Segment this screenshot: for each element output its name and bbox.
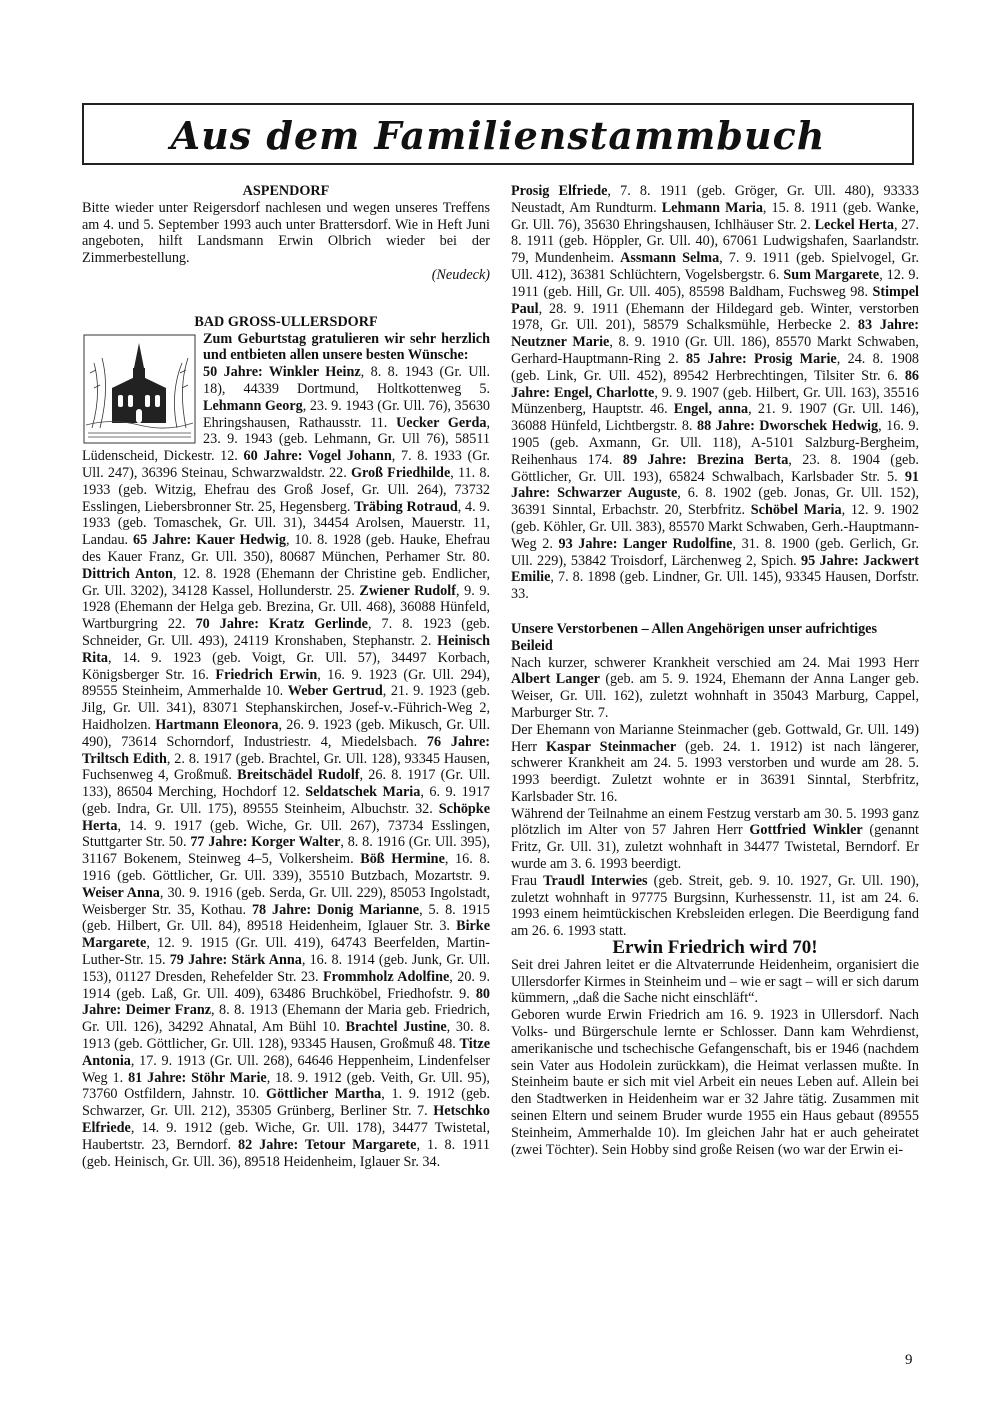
entry-details: , 5. 8. 1915 (geb. Hilbert, Gr. Ull. 84), 89518 Heidenheim, Iglauer Str. 3.: [82, 901, 490, 935]
entry-details: , 10. 8. 1928 (geb. Hauke, Ehefrau des Kauer Franz, Gr. Ull. 350), 80687 München, Perhamer Str. 80.: [82, 532, 490, 565]
entry-details: , 27. 8. 1911 (geb. Höppler, Gr. Ull. 40), 67061 Ludwigshafen, Saarlandstr. 79, Mundenheim.: [511, 216, 920, 267]
entry-details: , 4. 9. 1933 (geb. Tomaschek, Gr. Ull. 31), 34454 Arolsen, Mauerstr. 11, Landau.: [82, 498, 491, 549]
entry-details: , 20. 9. 1914 (geb. Laß, Gr. Ull. 409), 63486 Bruchköbel, Friedhofstr. 9.: [82, 968, 491, 1002]
person-name: 93 Jahre: Langer Rudolfine: [558, 535, 733, 552]
entry-details: Der Ehemann von Marianne Steinmacher (geb. Gottwald, Gr. Ull. 149) Herr: [511, 721, 919, 755]
person-name: Lehmann Georg: [203, 397, 303, 414]
ullersdorf-heading: BAD GROSS-ULLERSDORF: [194, 313, 378, 330]
person-name: 77 Jahre: Korger Walter: [190, 834, 341, 851]
person-name: 50 Jahre: Winkler Heinz: [203, 364, 361, 381]
person-name: Hartmann Eleonora: [155, 716, 279, 733]
church-illustration: [82, 333, 197, 445]
entry-details: , 12. 9. 1915 (Gr. Ull. 419), 64743 Beerfelden, Martin-Luther-Str. 15.: [82, 935, 490, 969]
person-name: 82 Jahre: Tetour Margarete: [238, 1136, 417, 1153]
person-name: Träbing Rotraud: [354, 498, 458, 515]
person-name: Böß Hermine: [360, 851, 445, 868]
person-name: 78 Jahre: Donig Marianne: [251, 901, 420, 918]
entry-details: , 9. 9. 1928 (Ehemann der Helga geb. Brezina, Gr. Ull. 468), 36088 Hünfeld, Wartburgring 22.: [82, 582, 490, 633]
entry-details: , 14. 9. 1912 (geb. Wiche, Gr. Ull. 178), 34477 Twistetal, Haubertstr. 23, Berndorf.: [82, 1120, 490, 1153]
entry-details: , 12. 9. 1911 (geb. Hill, Gr. Ull. 405), 85598 Baldham, Fuchsweg 98.: [511, 266, 919, 300]
person-name: Gottfried Winkler: [749, 822, 863, 839]
entry-details: , 2. 8. 1917 (geb. Brachtel, Gr. Ull. 128), 93345 Hausen, Fuchsenweg 4, Großmuß.: [82, 750, 490, 784]
person-name: Frommholz Adolfine: [322, 968, 450, 985]
page-number: 9: [905, 1352, 913, 1368]
person-name: Schöpke Herta: [82, 800, 490, 834]
person-name: Engel, anna: [673, 401, 749, 418]
person-name: Brachtel Justine: [345, 1019, 447, 1036]
entry-details: , 7. 8. 1911 (geb. Gröger, Gr. Ull. 480), 93333 Neustadt, Am Rundturm.: [511, 183, 919, 216]
entry-details: , 26. 9. 1923 (geb. Mikusch, Gr. Ull. 490), 73614 Schorndorf, Industriestr. 4, Miedelsbach.: [82, 716, 491, 750]
person-name: Zwiener Rudolf: [359, 582, 456, 599]
person-name: 79 Jahre: Stärk Anna: [169, 952, 302, 969]
person-name: Stimpel Paul: [511, 283, 919, 317]
entry-details: , 1. 9. 1912 (geb. Schwarzer, Gr. Ull. 212), 35305 Grünberg, Berliner Str. 7.: [82, 1086, 490, 1120]
person-name: 76 Jahre: Triltsch Edith: [82, 733, 490, 767]
deceased-entry: [511, 655, 919, 722]
aspendorf-signature: (Neudeck): [431, 266, 490, 283]
person-name: 83 Jahre: Neutzner Marie: [511, 317, 920, 351]
entry-details: Während der Teilnahme an einem Festzug verstarb am 30. 5. 1993 ganz plötzlich im Alter von 57 Jahren Herr: [511, 805, 919, 839]
person-name: Seldatschek Maria: [305, 784, 421, 801]
erwin-paragraph: Seit drei Jahren leitet er die Altvaterrunde Heidenheim, organisiert die Ullersdorfer Kirmes in Steinheim und – wie er sagt – will er sich darum kümmern, „daß die Sache nicht einschläft“.: [511, 956, 919, 1007]
entry-details: , 7. 8. 1933 (Gr. Ull. 247), 36396 Steinau, Schwarzwaldstr. 22.: [82, 448, 490, 481]
entry-details: , 16. 8. 1916 (geb. Göttlicher, Gr. Ull. 339), 35510 Butzbach, Mozartstr. 9.: [82, 851, 490, 885]
person-name: Albert Langer: [511, 671, 600, 688]
entry-details: , 21. 9. 1923 (geb. Jilg, Gr. Ull. 341), 83071 Stephanskirchen, Josef-v.-Führich-Weg 2, Haidholzen.: [82, 683, 490, 733]
entry-details: , 7. 8. 1923 (geb. Schneider, Gr. Ull. 493), 24119 Kronshaben, Stephanstr. 2.: [82, 616, 490, 649]
entry-details: , 30. 8. 1913 (geb. Göttlicher, Gr. Ull. 128), 93345 Hausen, Großmuß 48.: [82, 1019, 490, 1053]
entry-details: , 23. 8. 1904 (geb. Göttlicher, Gr. Ull. 193), 65824 Schwalbach, Karlsbader Str. 5.: [511, 451, 919, 485]
person-name: Hetschko Elfriede: [82, 1103, 490, 1137]
person-name: Prosig Elfriede: [511, 183, 608, 199]
entry-details: (genannt Fritz, Gr. Ull. 31), zuletzt wohnhaft in 34477 Twistetal, Berndorf. Er wurde am 3. 6. 1993 beerdigt.: [511, 822, 919, 873]
person-name: Heinisch Rita: [82, 632, 490, 666]
person-name: Birke Margarete: [82, 918, 490, 952]
aspendorf-heading: ASPENDORF: [242, 183, 330, 199]
person-name: Groß Friedhilde: [350, 464, 451, 481]
deceased-entry: [511, 806, 919, 873]
person-name: 80 Jahre: Deimer Franz: [82, 985, 490, 1019]
entry-details: , 16. 9. 1923 (Gr. Ull. 294), 89555 Steinheim, Ammerhalde 10.: [82, 666, 490, 700]
person-name: 65 Jahre: Kauer Hedwig: [133, 532, 286, 549]
erwin-paragraph: Geboren wurde Erwin Friedrich am 16. 9. 1923 in Ullersdorf. Nach Volks- und Bürgerschule lernte er Schlosser. Dann kam Wehrdienst, amerikanische und tschechische Gefangenschaft, bis er 1946 (nachdem sein Vater aus Hodolein zurückkam), die Heimat verlassen mußte. In Steinheim baute er sich mit viel Arbeit ein neues Leben auf. Allein bei den Stadtwerken in Heidenheim war er 32 Jahre tätig. Zusammen mit seinen Eltern und seinem Bruder wurde 1955 ein Haus gebaut (89555 Steinheim, Ammerhalde 10). Im gleichen Jahr hat er auch geheiratet (zwei Töchter). Sein Hobby sind große Reisen (wo war der Erwin ei-: [511, 1007, 919, 1158]
person-name: Uecker Gerda: [396, 414, 487, 431]
person-name: Sum Margarete: [783, 266, 880, 283]
person-name: Weber Gertrud: [287, 683, 383, 700]
entry-details: , 9. 9. 1907 (geb. Hilbert, Gr. Ull. 163), 35516 Münzenberg, Hauptstr. 46.: [511, 384, 920, 418]
deceased-heading: Unsere Verstorbenen – Allen Angehörigen unser aufrichtiges Beileid: [511, 620, 877, 654]
aspendorf-text: Bitte wieder unter Reigersdorf nachlesen und wegen unseres Treffens am 4. und 5. September 1993 auch unter Brattersdorf. Wie in Heft Juni angeboten, hilft Landsmann Erwin Olbrich wieder bei der Zimmerbestellung.: [82, 199, 490, 267]
person-name: 88 Jahre: Dworschek Hedwig: [696, 418, 879, 435]
person-name: Göttlicher Martha: [266, 1086, 382, 1103]
entry-details: Nach kurzer, schwerer Krankheit verschied am 24. Mai 1993 Herr: [511, 654, 919, 671]
erwin-heading: Erwin Friedrich wird 70!: [612, 937, 818, 959]
page-title: Aus dem Familienstammbuch: [170, 113, 826, 158]
entry-details: (geb. Streit, geb. 9. 10. 1927, Gr. Ull. 190), zuletzt wohnhaft in 97775 Burgsinn, Kurhessenstr. 11, ist am 24. 6. 1993 einem heimtückischen Krebsleiden erlegen. Die Beerdigung fand am 26. 6. 1993 statt.: [511, 872, 919, 940]
person-name: Friedrich Erwin: [215, 666, 318, 683]
entry-details: , 1. 8. 1911 (geb. Heinisch, Gr. Ull. 36), 89518 Heidenheim, Iglauer Sr. 34.: [82, 1136, 490, 1170]
entry-details: (geb. 24. 1. 1912) ist nach längerer, schwerer Krankheit am 24. 5. 1993 verstorben und wurde am 28. 5. 1993 beerdigt. Zuletzt wohnte er in 36391 Sinntal, Sterbfritz, Karlsbader Str. 16.: [511, 738, 919, 805]
entry-details: , 8. 9. 1910 (Gr. Ull. 186), 85570 Markt Schwaben, Gerhard-Hauptmann-Ring 2.: [511, 334, 919, 367]
person-name: Kaspar Steinmacher: [546, 738, 677, 755]
entry-details: , 17. 9. 1913 (Gr. Ull. 268), 64646 Heppenheim, Lindenfelser Weg 1.: [82, 1052, 490, 1086]
entry-details: , 15. 8. 1911 (geb. Wanke, Gr. Ull. 76), 35630 Ehringshausen, Ichlhäuser Str. 2.: [511, 199, 919, 233]
entry-details: , 16. 9. 1905 (geb. Axmann, Gr. Ull. 118), A-5101 Salzburg-Bergheim, Reihenhaus 174.: [511, 418, 920, 468]
entry-details: , 31. 8. 1900 (geb. Gerlich, Gr. Ull. 229), 53842 Troisdorf, Lärchenweg 2, Spich.: [511, 535, 919, 569]
entry-details: , 12. 8. 1928 (Ehemann der Christine geb. Endlicher, Gr. Ull. 3202), 34128 Kassel, Hollunderstr. 25.: [82, 565, 490, 599]
entry-details: , 14. 9. 1923 (geb. Voigt, Gr. Ull. 57), 34497 Korbach, Königsberger Str. 16.: [82, 649, 490, 683]
entry-details: , 6. 8. 1902 (geb. Jonas, Gr. Ull. 152), 36391 Sinntal, Erbachstr. 20, Sterbfritz.: [511, 485, 919, 519]
entry-details: , 8. 8. 1913 (Ehemann der Maria geb. Friedrich, Gr. Ull. 126), 34292 Ahnatal, Am Bühl 10.: [82, 1002, 490, 1036]
person-name: Dittrich Anton: [82, 565, 173, 582]
entry-details: , 11. 8. 1933 (geb. Witzig, Ehefrau des Groß Josef, Gr. Ull. 264), 73732 Esslingen, Liebersbronner Str. 25, Hegensberg.: [82, 464, 490, 515]
entry-details: , 12. 9. 1902 (geb. Köhler, Gr. Ull. 383), 85570 Markt Schwaben, Gerh.-Hauptmann-Weg 2.: [511, 502, 920, 552]
person-name: 86 Jahre: Engel, Charlotte: [511, 367, 919, 401]
entry-details: , 14. 9. 1917 (geb. Wiche, Gr. Ull. 267), 73734 Esslingen, Stuttgarter Str. 50.: [82, 817, 490, 851]
entry-details: , 16. 8. 1914 (geb. Junk, Gr. Ull. 153), 01127 Dresden, Rehefelder Str. 23.: [82, 952, 491, 985]
entry-details: , 7. 9. 1911 (geb. Spielvogel, Gr. Ull. 412), 36381 Schlüchtern, Vogelsbergstr. 6.: [511, 250, 919, 283]
entry-details: , 23. 9. 1943 (geb. Lehmann, Gr. Ull 76), 58511 Lüdenscheid, Dickestr. 12.: [82, 414, 490, 465]
deceased-entry: [511, 722, 919, 806]
birthday-list-right: [511, 183, 919, 603]
entry-details: , 28. 9. 1911 (Ehemann der Hildegard geb. Winter, verstorben 1978, Gr. Ull. 201), 58579 Schalksmühle, Herbecke 2.: [511, 300, 919, 334]
ullersdorf-intro: Zum Geburtstag gratulieren wir sehr herzlich und entbieten allen unsere besten Wünsche:: [203, 330, 490, 364]
entry-details: , 21. 9. 1907 (Gr. Ull. 146), 36088 Hünfeld, Lichtbergstr. 8.: [511, 401, 920, 435]
person-name: Breitschädel Rudolf: [237, 767, 360, 784]
title-banner: [82, 103, 914, 165]
person-name: Traudl Interwies: [543, 872, 648, 889]
entry-details: Frau: [511, 872, 544, 889]
entry-details: (geb. am 5. 9. 1924, Ehemann der Anna Langer geb. Weiser, Gr. Ull. 162), zuletzt wohnhaft in 35043 Marburg, Cappel, Marburger Str. 7.: [511, 671, 919, 721]
entry-details: , 30. 9. 1916 (geb. Serda, Gr. Ull. 229), 85053 Ingolstadt, Weisberger Str. 35, Kothau.: [82, 884, 490, 918]
person-name: Schöbel Maria: [750, 502, 842, 519]
person-name: 60 Jahre: Vogel Johann: [243, 448, 392, 465]
entry-details: , 8. 8. 1943 (Gr. Ull. 18), 44339 Dortmund, Holtkottenweg 5.: [203, 364, 491, 397]
entry-details: , 26. 8. 1917 (Gr. Ull. 133), 86504 Merching, Hochdorf 12.: [82, 767, 491, 801]
entry-details: , 7. 8. 1898 (geb. Lindner, Gr. Ull. 145), 93345 Hausen, Dorfstr. 33.: [511, 569, 919, 603]
deceased-entry: [511, 873, 919, 940]
left-column: [82, 183, 490, 1170]
person-name: 91 Jahre: Schwarzer Auguste: [511, 468, 919, 502]
person-name: Assmann Selma: [620, 250, 720, 267]
person-name: 95 Jahre: Jackwert Emilie: [511, 552, 919, 586]
person-name: 81 Jahre: Stöhr Marie: [128, 1069, 267, 1086]
person-name: Weiser Anna: [82, 884, 160, 901]
entry-details: , 6. 9. 1917 (geb. Indra, Gr. Ull. 175), 89555 Steinheim, Albuchstr. 32.: [82, 784, 491, 817]
person-name: Titze Antonia: [82, 1036, 490, 1069]
entry-details: , 23. 9. 1943 (Gr. Ull. 76), 35630 Ehringshausen, Rathausstr. 11.: [203, 397, 491, 431]
person-name: Leckel Herta: [814, 216, 894, 233]
right-column: [511, 183, 919, 1158]
person-name: 89 Jahre: Brezina Berta: [622, 451, 789, 468]
birthday-list-left: [82, 364, 490, 1170]
person-name: 70 Jahre: Kratz Gerlinde: [195, 616, 368, 633]
entry-details: , 24. 8. 1908 (geb. Link, Gr. Ull. 452), 89542 Herbrechtingen, Tilsiter Str. 6.: [511, 350, 919, 384]
person-name: 85 Jahre: Prosig Marie: [686, 350, 837, 367]
entry-details: , 18. 9. 1912 (geb. Veith, Gr. Ull. 95), 73760 Ostfildern, Jahnstr. 10.: [82, 1069, 490, 1103]
entry-details: , 8. 8. 1916 (Gr. Ull. 395), 31167 Bokenem, Steinweg 4–5, Volkersheim.: [82, 834, 490, 868]
person-name: Lehmann Maria: [661, 199, 763, 216]
